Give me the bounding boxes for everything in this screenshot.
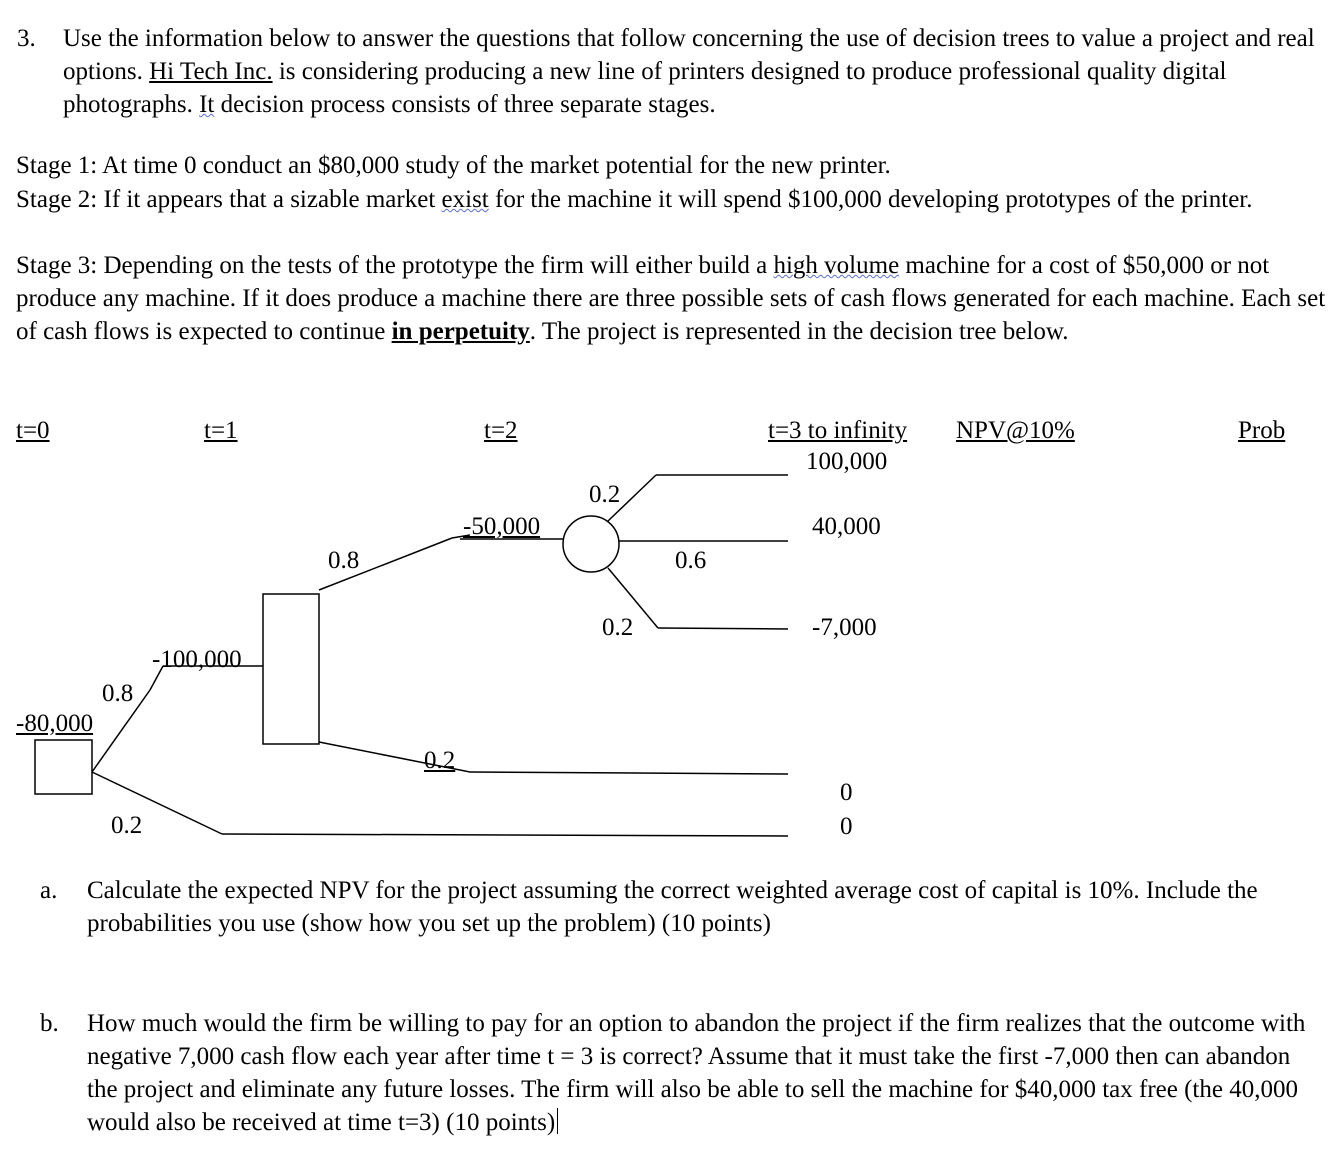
line-t1-lower-outcome (470, 772, 788, 774)
cost-t1: -100,000 (152, 646, 242, 673)
prob-mid: 0.6 (675, 547, 707, 574)
line-t0-lower-outcome (222, 834, 788, 836)
prob-lower-branch: 0.2 (424, 747, 456, 774)
part-b-text: How much would the firm be willing to pay for an option to abandon the project if the firm realizes that the outcome with negative 7,000 cash flow each year after time t = 3 is correct? Assume that it must take the first -7,000 then can abandon the project and eliminate any future losses. The firm will also be able to sell the machine for $40,000 tax free (the 40,000 would also be received at time t=3) (10 points) (87, 1010, 1306, 1136)
cost-t2: -50,000 (463, 513, 541, 540)
stage-3-a: Stage 3: Depending on the tests of the prototype the firm will either build a (16, 252, 774, 279)
header-t2: t=2 (484, 417, 518, 444)
cash-flow-mid: 40,000 (812, 513, 881, 540)
decision-node-t0 (35, 740, 92, 794)
company-name: Hi Tech Inc. (149, 58, 273, 85)
header-prob: Prob (1238, 417, 1286, 444)
prob-first-lower: 0.2 (111, 812, 143, 839)
stage-3-perpetuity: in perpetuity (391, 318, 530, 345)
stage-2-exist: exist (441, 186, 489, 213)
chance-node-t2 (563, 516, 619, 572)
npv-zero-a: 0 (840, 779, 853, 806)
prob-first-upper: 0.8 (102, 680, 134, 707)
header-t1: t=1 (204, 417, 238, 444)
question-number: 3. (17, 25, 36, 52)
prob-top: 0.2 (589, 481, 621, 508)
intro-part-1: Use the information below to answer the questions that follow concerning the use of decision trees to value a project and real options. (63, 25, 1315, 85)
decision-node-t1 (263, 594, 319, 744)
prob-bottom: 0.2 (602, 614, 634, 641)
stage-3-high-volume: high volume (773, 252, 900, 279)
intro-part-3: decision process consists of three separate stages. (214, 91, 716, 118)
prob-upper-branch: 0.8 (328, 547, 360, 574)
part-b (87, 1007, 1317, 1139)
part-a-letter: a. (40, 877, 58, 904)
intro-part-2: is considering producing a new line of printers designed to produce professional quality digital photographs. (63, 58, 1227, 118)
cash-flow-negative: -7,000 (812, 614, 877, 641)
it-word: It (199, 91, 215, 118)
cash-flow-top: 100,000 (806, 448, 888, 475)
cost-t0: -80,000 (16, 710, 94, 737)
text-cursor (557, 1108, 558, 1134)
npv-zero-b: 0 (840, 813, 853, 840)
stage-3-c: . The project is represented in the decision tree below. (529, 318, 1069, 345)
header-t3: t=3 to infinity (768, 417, 908, 444)
stage-3-b: machine for a cost of $50,000 or not produce any machine. If it does produce a machine there are three possible sets of cash flows generated for each machine. Each set of cash flows is expected to continue (16, 252, 1326, 345)
stage-1: Stage 1: At time 0 conduct an $80,000 study of the market potential for the new printer. (16, 152, 891, 179)
line-bottom-outcome (658, 628, 788, 629)
header-npv: NPV@10% (956, 417, 1075, 444)
stage-2-b: for the machine it will spend $100,000 developing prototypes of the printer. (488, 186, 1253, 213)
part-b-letter: b. (40, 1010, 59, 1037)
part-a-text: Calculate the expected NPV for the project assuming the correct weighted average cost of capital is 10%. Include the probabilities you use (show how you set up the problem) (10 points) (87, 877, 1258, 937)
stage-2-a: Stage 2: If it appears that a sizable market (16, 186, 442, 213)
header-t0: t=0 (16, 417, 50, 444)
